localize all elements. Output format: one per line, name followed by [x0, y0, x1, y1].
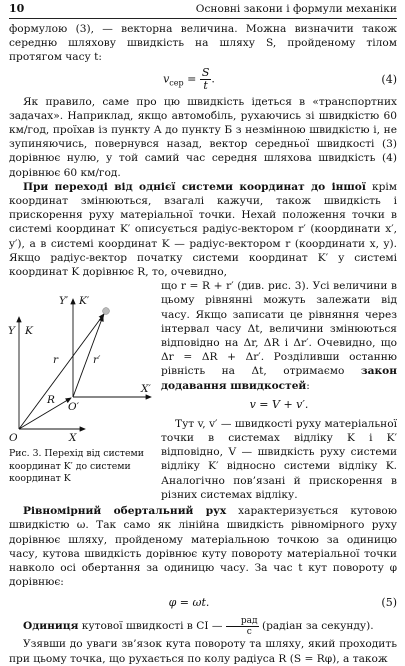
page-number: 10 [9, 2, 25, 15]
paragraph-4: що r = R + r′ (див. рис. 3). Усі величини в цьому рівнянні можуть залежати від часу. Якщо записати це рівняння через інтервал часу Δt, величини змінюються відповідно на Δr, ΔR і Δr′. Очевидно, що Δr = ΔR + Δr′. Розділивши останню рівність на Δt, отримаємо закон додавання швидкостей: [161, 280, 397, 392]
label-K: K [25, 325, 33, 338]
paragraph-1: формулою (3), — векторна величина. Можна визначити також середню шляхову швидкість на шляху S, пройденому тілом протягом часу t: [9, 23, 397, 64]
figure-caption: Рис. 3. Перехід від системи координат K′ до системи координат K [9, 448, 144, 485]
paragraph-8: Узявши до уваги зв’язок кута повороту та шляху, який проходить при цьому точка, що рухається по колу радіуса R (S = Rφ), а також [9, 638, 397, 665]
label-O2: O′ [68, 401, 79, 414]
paragraph-2: Як правило, саме про цю швидкість ідеться в «транспортних задачах». Наприклад, якщо автомобіль, рухаючись зі швидкістю 60 км/год, проїхав із пункту A до пункту Б з незмінною швидкістю і, не зупиняючись, повернувся назад, вектор середньої швидкості (3) дорівнює нулю, у той самий час середня шляхова швидкість (4) дорівнює 60 км/год. [9, 95, 397, 179]
paragraph-3-bold: При переході від однієї системи координат до іншої [23, 180, 366, 193]
paragraph-5: Тут v, v′ — швидкості руху матеріальної точки в системах відліку K і K′ відповідно, V — швидкість руху системи відліку K′ відносно системи відліку K. Аналогічно пов’язані й прискорення в різних системах відліку. [161, 417, 397, 501]
figure-wrap [9, 279, 397, 502]
label-K2: K′ [79, 295, 90, 308]
label-Y: Y [8, 325, 15, 338]
equation-4-fraction: $\frac{S}{t}$ [201, 66, 210, 93]
figure-3 [9, 279, 161, 502]
unit-fraction: $\frac{\text{рад}}{с}$ [226, 616, 259, 637]
running-header [9, 2, 397, 19]
equation-5-number: (5) [381, 595, 397, 609]
paragraph-7-bold: Одиниця [23, 620, 79, 633]
equation-5 [9, 589, 397, 615]
paragraph-3: При переході від однієї системи координат до іншої крім координат змінюються, взагалі кажучи, також швидкість і прискорення руху матеріальної точки. Нехай положення точки в системі координат K′ описується радіус-вектором r′ (координати x′, y′), а в системі координат K — радіус-вектором r (координати x, y). Якщо радіус-вектор початку системи координат K′ у системі координат K дорівнює R, то, очевидно, [9, 180, 397, 279]
label-O: O [9, 432, 18, 445]
coordinate-diagram [9, 279, 161, 443]
paragraph-6-bold: Рівномірний обертальний рух [23, 505, 227, 518]
running-title: Основні закони і формули механіки [195, 3, 397, 15]
label-Y2: Y′ [59, 295, 69, 308]
paragraph-4-bold: закон додавання швидкостей [161, 365, 397, 392]
equation-5-body: φ = ωt. [168, 595, 210, 609]
label-r2: r′ [93, 354, 101, 367]
figure-side-text [161, 279, 397, 502]
vector-R-arrow [19, 398, 71, 429]
material-point [103, 308, 110, 315]
label-X2: X′ [141, 383, 151, 396]
equation-4 [9, 65, 397, 95]
paragraph-6: Рівномірний обертальний рух характеризується кутовою швидкістю ω. Так само як лінійна швидкість рівномірного руху дорівнює шляху, пройденому матеріальною точкою за одиницю часу, кутова швидкість дорівнює куту повороту матеріальної точки навколо осі обертання за одиницю часу. За час t кут повороту φ дорівнює: [9, 505, 397, 589]
label-r: r [53, 354, 59, 367]
label-R: R [47, 394, 55, 407]
equation-4-number: (4) [381, 73, 397, 87]
velocity-equation: v = V + v′. [249, 397, 309, 411]
equation-4-body: $v_{сер}$ = $\frac{S}{t}$ . [163, 66, 215, 93]
label-X: X [69, 432, 77, 445]
paragraph-7: Одиниця кутової швидкості в СІ — $\frac{\text{рад}}{с}$ (радіан за секунду). [23, 615, 374, 637]
